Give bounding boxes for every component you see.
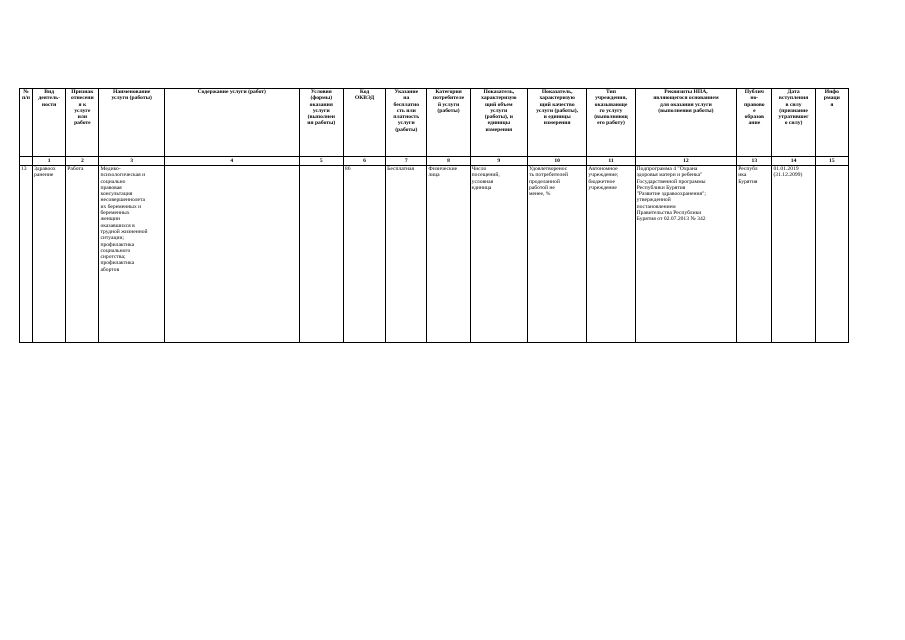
row-cell-consumers: Физические лица	[427, 166, 470, 343]
header-cell-okved: Код ОКВЭД	[343, 89, 385, 157]
column-number-cell: 13	[737, 157, 772, 166]
column-number-cell: 3	[99, 157, 164, 166]
column-number-row	[20, 157, 849, 166]
header-cell-public-entity: Публич но- правово е образов ание	[737, 89, 772, 157]
column-number-cell: 1	[33, 157, 66, 166]
column-number-cell: 7	[386, 157, 427, 166]
header-cell-effective-date: Дата вступления в силу (признание утратившег о силу)	[772, 89, 815, 157]
header-row	[20, 89, 849, 157]
column-number-cell: 11	[587, 157, 635, 166]
row-cell-institution-type: Автономное учреждение; бюджетное учреждение	[587, 166, 635, 343]
header-cell-payment: Указание на бесплатно сть или платность услуги (работы)	[386, 89, 427, 157]
header-cell-consumers: Категория потребителе й услуги (работы)	[427, 89, 470, 157]
header-cell-quality: Показатель, характеризую щий качество услуги (работы), и единицы измерения	[528, 89, 587, 157]
column-number-cell: 14	[772, 157, 815, 166]
row-cell-content	[164, 166, 299, 343]
row-cell-conditions	[299, 166, 343, 343]
header-cell-sign: Признак отнесени я к услуге или работе	[66, 89, 99, 157]
column-number-cell: 15	[815, 157, 848, 166]
column-number-cell: 8	[427, 157, 470, 166]
row-cell-okved: 86	[343, 166, 385, 343]
header-cell-volume: Показатель, характеризую щий объем услуги (работы), и единицы измерения	[470, 89, 527, 157]
column-number-cell: 9	[470, 157, 527, 166]
header-cell-institution-type: Тип учреждения, оказывающе го услугу (выполняющ его работу)	[587, 89, 635, 157]
column-number-cell: 2	[66, 157, 99, 166]
row-cell-num: 13	[20, 166, 33, 343]
row-cell-quality: Удовлетворенос ть потребителей проделанной работой не менее, %	[528, 166, 587, 343]
table-row	[20, 166, 849, 343]
header-cell-content: Содержание услуги (работ)	[164, 89, 299, 157]
header-cell-conditions: Условия (формы) оказания услуги (выполнен ия работы)	[299, 89, 343, 157]
column-number-cell	[20, 157, 33, 166]
row-cell-effective-date: 01.01.2019 (31.12.2099)	[772, 166, 815, 343]
column-number-cell: 6	[343, 157, 385, 166]
header-cell-name: Наименование услуги (работы)	[99, 89, 164, 157]
row-cell-legal-act: Подпрограмма 4 "Охрана здоровья матери и ребенка" Государственной программы Республики Бурятия "Развитие здравоохранения"; утвержденной постановлением Правительства Республики Бурятия от 02.07.2013 № 342	[635, 166, 737, 343]
column-number-cell: 10	[528, 157, 587, 166]
row-cell-payment: Бесплатная	[386, 166, 427, 343]
row-cell-public-entity: Республ ика Бурятия	[737, 166, 772, 343]
row-cell-activity: Здравоох ранение	[33, 166, 66, 343]
services-register-table	[19, 88, 849, 343]
column-number-cell: 5	[299, 157, 343, 166]
header-cell-activity: Вид деятель- ности	[33, 89, 66, 157]
row-cell-info	[815, 166, 848, 343]
column-number-cell: 4	[164, 157, 299, 166]
header-cell-legal-act: Реквизиты НПА, являющегося основанием для оказания услуги (выполнения работы)	[635, 89, 737, 157]
row-cell-sign: Работа	[66, 166, 99, 343]
row-cell-name: Медико- психологическая и социально правовая консультация несовершеннолета их беременных и беременных женщин оказавшихся в трудной жизненной ситуации; профилактика социального сиротства; профилактика абортов	[99, 166, 164, 343]
header-cell-num: № п/п	[20, 89, 33, 157]
row-cell-volume: Число посещений, условная единица	[470, 166, 527, 343]
column-number-cell: 12	[635, 157, 737, 166]
header-cell-info: Инфо рмаци я	[815, 89, 848, 157]
